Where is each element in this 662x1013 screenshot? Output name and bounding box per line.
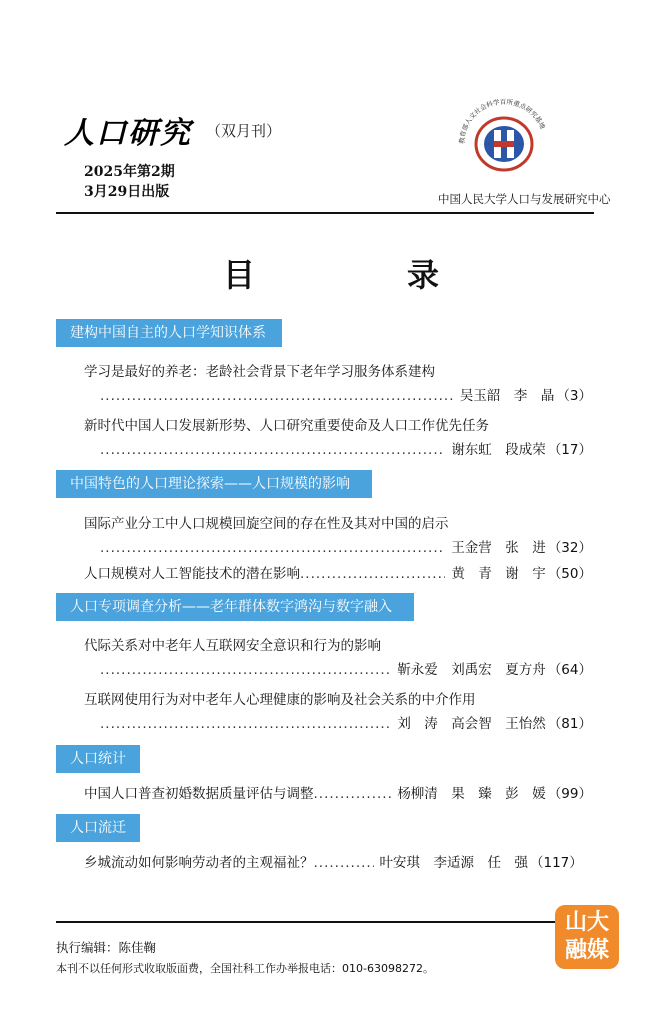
leader-dots [314, 786, 392, 802]
leader-dots [100, 716, 391, 732]
article-byline[interactable] [84, 851, 592, 871]
publish-date: 3月29日出版 [84, 184, 170, 200]
article-authors: 黄 青 谢 宇 [451, 566, 546, 582]
article-byline[interactable] [84, 782, 592, 802]
leader-dots [100, 662, 391, 678]
article-page: （17） [547, 442, 592, 458]
section-header: 人口流迁 [56, 814, 140, 842]
article-authors: 王金营 张 进 [451, 540, 546, 556]
section-header: 中国特色的人口理论探索——人口规模的影响 [56, 470, 372, 498]
article-byline[interactable] [84, 562, 592, 582]
executive-editor: 执行编辑：陈佳鞠 [56, 940, 157, 955]
section-header: 建构中国自主的人口学知识体系 [56, 319, 282, 347]
article-title[interactable]: 乡城流动如何影响劳动者的主观福祉？ [84, 855, 314, 871]
toc-title: 目 录 [222, 256, 499, 294]
issue-info [84, 162, 175, 202]
article-byline [100, 712, 592, 732]
emblem-text: 教育部人文社会科学百所重点研究基地 [457, 97, 547, 145]
leader-dots [314, 855, 374, 871]
fee-notice: 本刊不以任何形式收取版面费，全国社科工作办举报电话：010-63098272。 [56, 962, 434, 975]
leader-dots [300, 566, 445, 582]
article-authors: 叶安琪 李适源 任 强 [379, 855, 528, 871]
leader-dots [100, 388, 454, 404]
article-byline [100, 384, 592, 404]
article-page: （32） [547, 540, 592, 556]
article-authors: 吴玉韶 李 晶 [459, 388, 555, 404]
article-page: （99） [547, 786, 592, 802]
article-page: （64） [547, 662, 592, 678]
article-title[interactable]: 学习是最好的养老：老龄社会背景下老年学习服务体系建构 [84, 364, 435, 380]
article-authors: 靳永爱 刘禹宏 夏方舟 [397, 662, 546, 678]
journal-frequency: （双月刊） [206, 122, 282, 140]
section-header: 人口专项调查分析——老年群体数字鸿沟与数字融入 [56, 593, 414, 621]
article-page: （117） [530, 855, 583, 871]
section-header: 人口统计 [56, 745, 140, 773]
article-title[interactable]: 国际产业分工中人口规模回旋空间的存在性及其对中国的启示 [84, 516, 449, 532]
article-byline [100, 536, 592, 556]
leader-dots [100, 442, 445, 458]
article-authors: 谢东虹 段成荣 [451, 442, 546, 458]
institution-name: 中国人民大学人口与发展研究中心 [438, 192, 611, 206]
header-divider [56, 212, 594, 214]
article-authors: 刘 涛 高会智 王怡然 [397, 716, 546, 732]
article-title[interactable]: 互联网使用行为对中老年人心理健康的影响及社会关系的中介作用 [84, 692, 476, 708]
article-title[interactable]: 中国人口普查初婚数据质量评估与调整 [84, 786, 314, 802]
article-authors: 杨柳清 果 臻 彭 媛 [397, 786, 546, 802]
article-title[interactable]: 人口规模对人工智能技术的潜在影响 [84, 566, 300, 582]
article-title[interactable]: 新时代中国人口发展新形势、人口研究重要使命及人口工作优先任务 [84, 418, 489, 434]
article-byline [100, 658, 592, 678]
article-title[interactable]: 代际关系对中老年人互联网安全意识和行为的影响 [84, 638, 381, 654]
footer-divider [56, 921, 556, 923]
leader-dots [100, 540, 445, 556]
watermark-text: 山大融媒 [564, 910, 609, 963]
article-byline [100, 438, 592, 458]
article-page: （3） [556, 388, 592, 404]
research-base-emblem [448, 96, 560, 178]
watermark-logo [555, 905, 619, 969]
journal-title: 人口研究 [64, 116, 192, 151]
issue-number: 2025年第2期 [84, 164, 175, 180]
article-page: （81） [547, 716, 592, 732]
article-page: （50） [547, 566, 592, 582]
